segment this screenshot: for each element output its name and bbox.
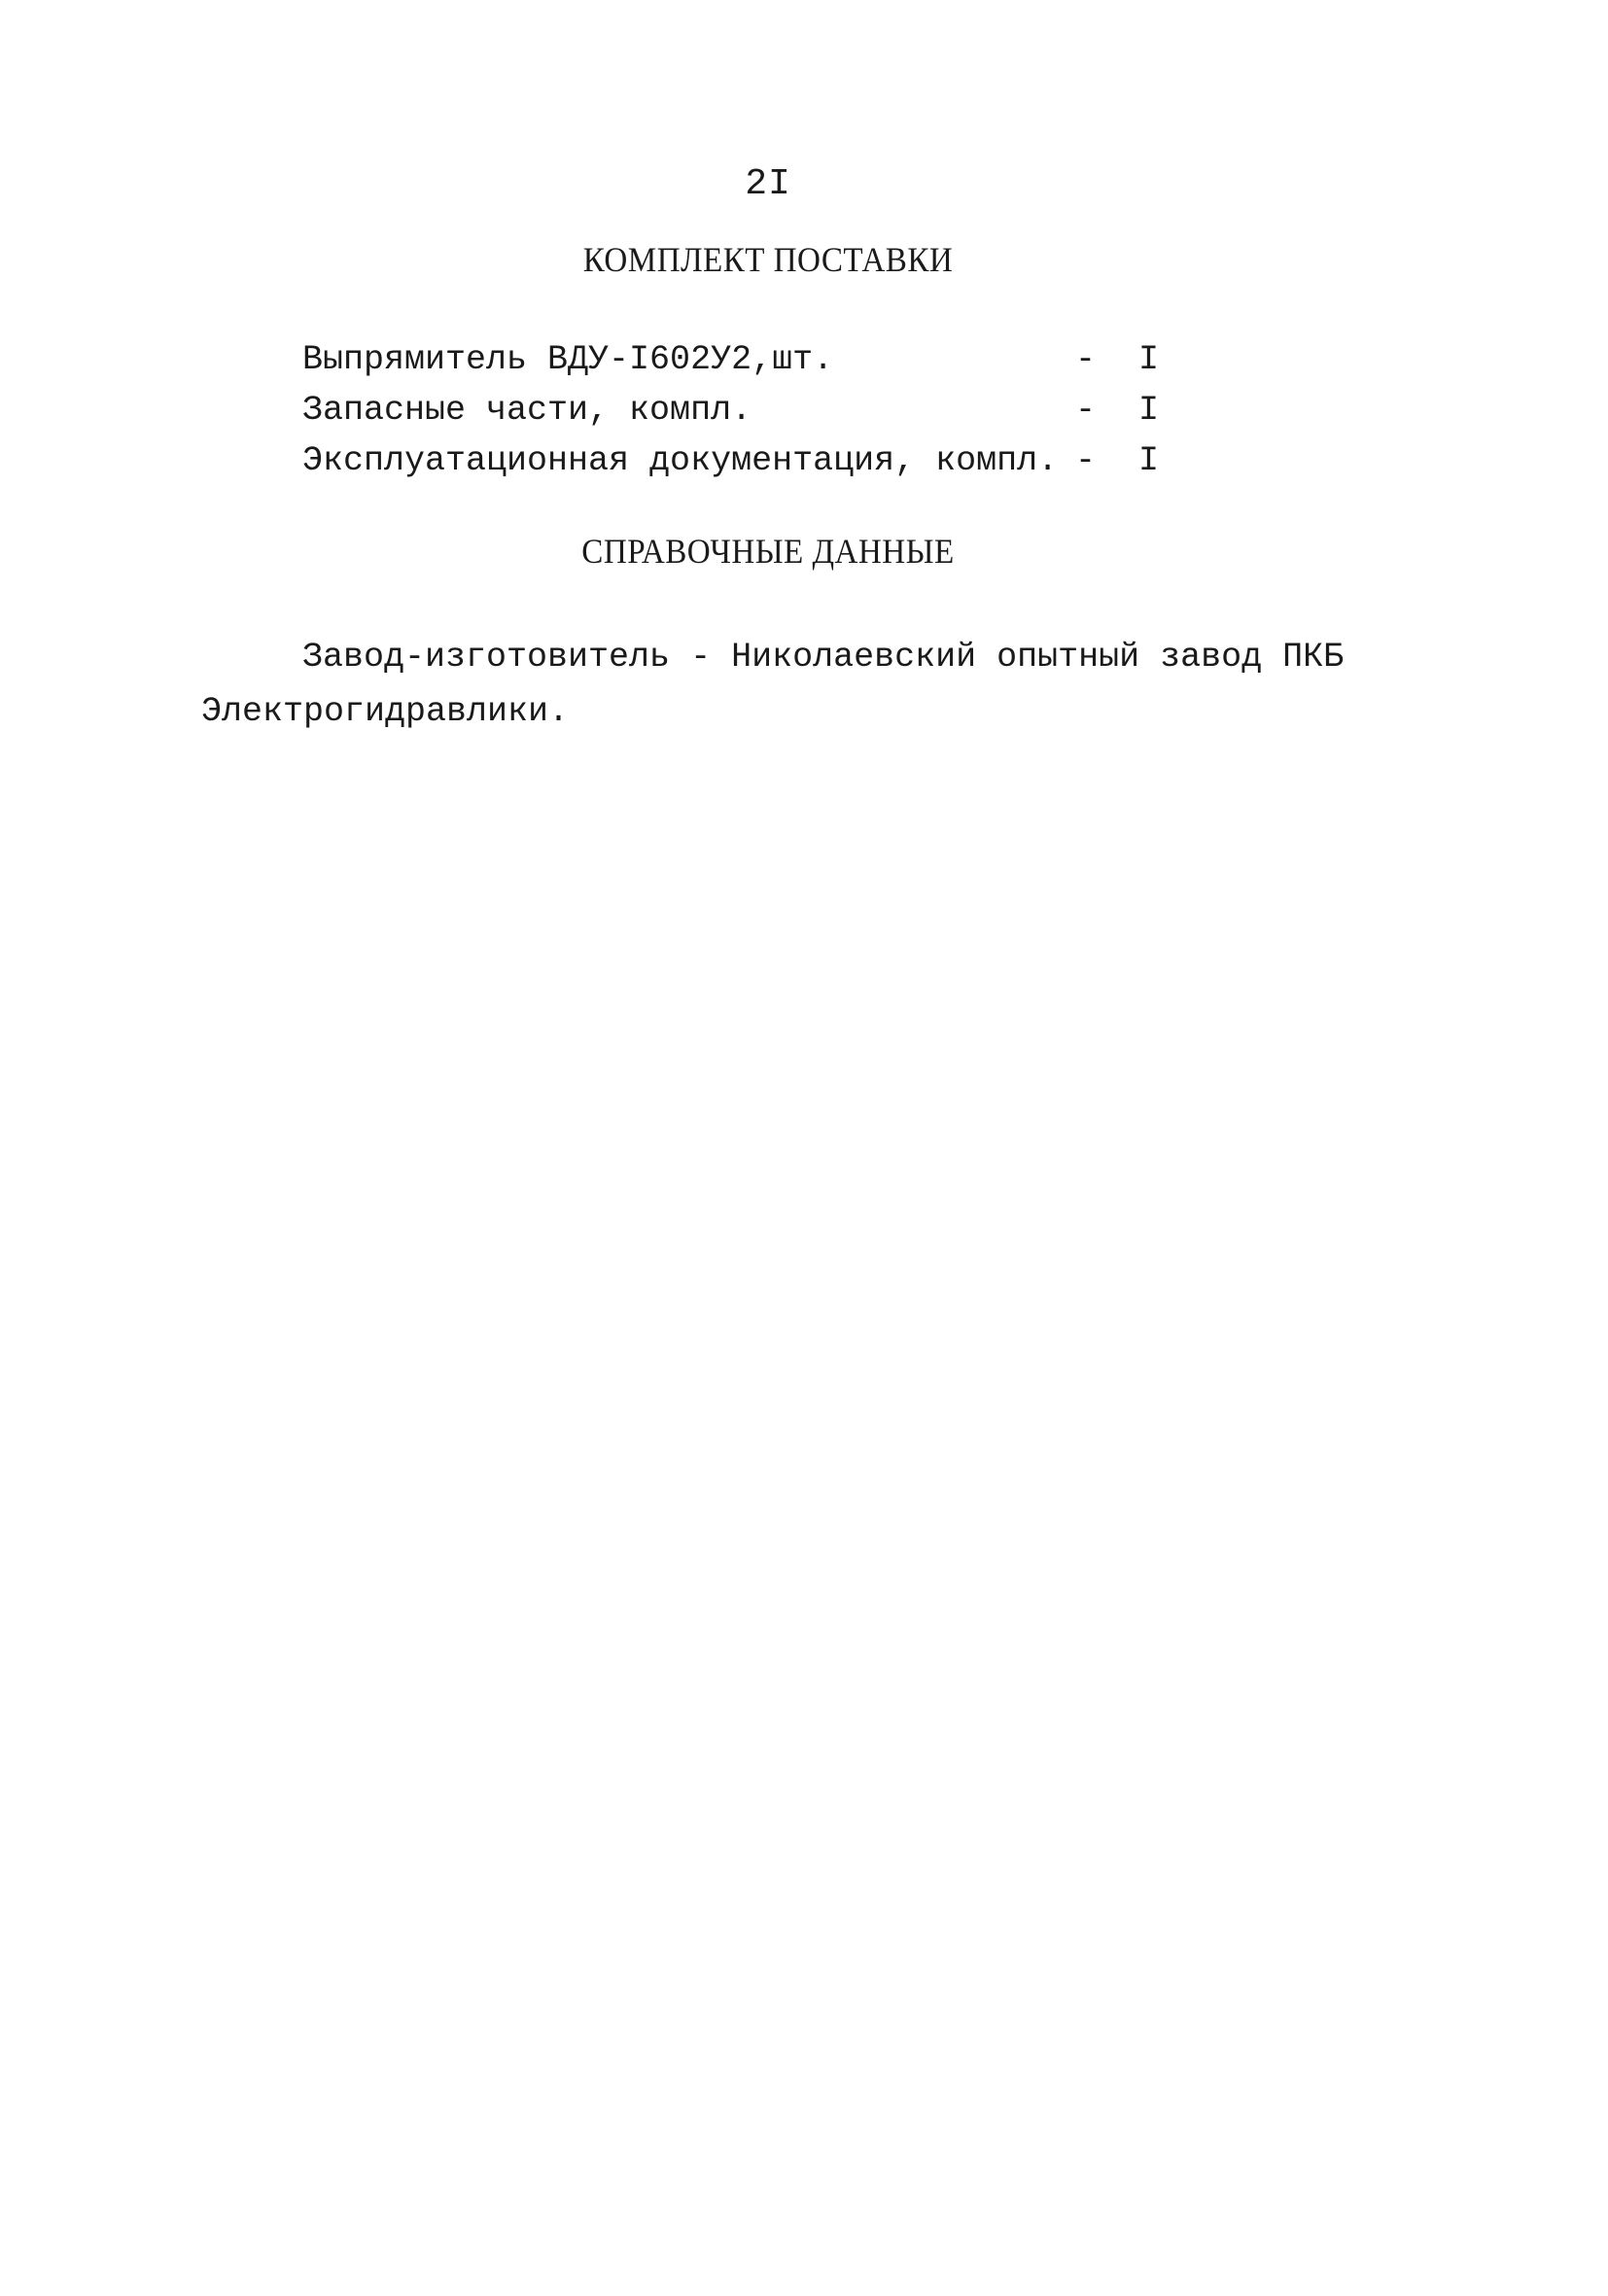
delivery-item-name: Запасные части, компл. xyxy=(302,391,752,430)
manufacturer-line-2: Электрогидравлики. xyxy=(201,692,570,731)
delivery-item-quantity: I xyxy=(1138,391,1160,430)
delivery-item xyxy=(302,385,1177,435)
delivery-set-list xyxy=(302,334,1177,486)
delivery-item-dash: - xyxy=(1075,391,1097,430)
delivery-item-quantity: I xyxy=(1138,441,1160,480)
delivery-item-name: Выпрямитель ВДУ-I602У2,шт. xyxy=(302,340,834,379)
delivery-item-dash: - xyxy=(1075,340,1097,379)
delivery-set-heading: КОМПЛЕКТ ПОСТАВКИ xyxy=(582,240,954,279)
manufacturer-paragraph xyxy=(201,630,1368,739)
page-number: 2I xyxy=(745,163,791,205)
delivery-item-dash: - xyxy=(1075,441,1097,480)
reference-data-heading: СПРАВОЧНЫЕ ДАННЫЕ xyxy=(581,532,955,571)
manufacturer-text-1: Завод-изготовитель - Николаевский опытный завод ПКБ xyxy=(302,638,1345,677)
delivery-item-name: Эксплуатационная документация, компл. xyxy=(302,441,1059,480)
delivery-item xyxy=(302,435,1177,486)
delivery-item-quantity: I xyxy=(1138,340,1160,379)
manufacturer-line-1 xyxy=(201,630,1368,684)
delivery-item xyxy=(302,334,1177,385)
